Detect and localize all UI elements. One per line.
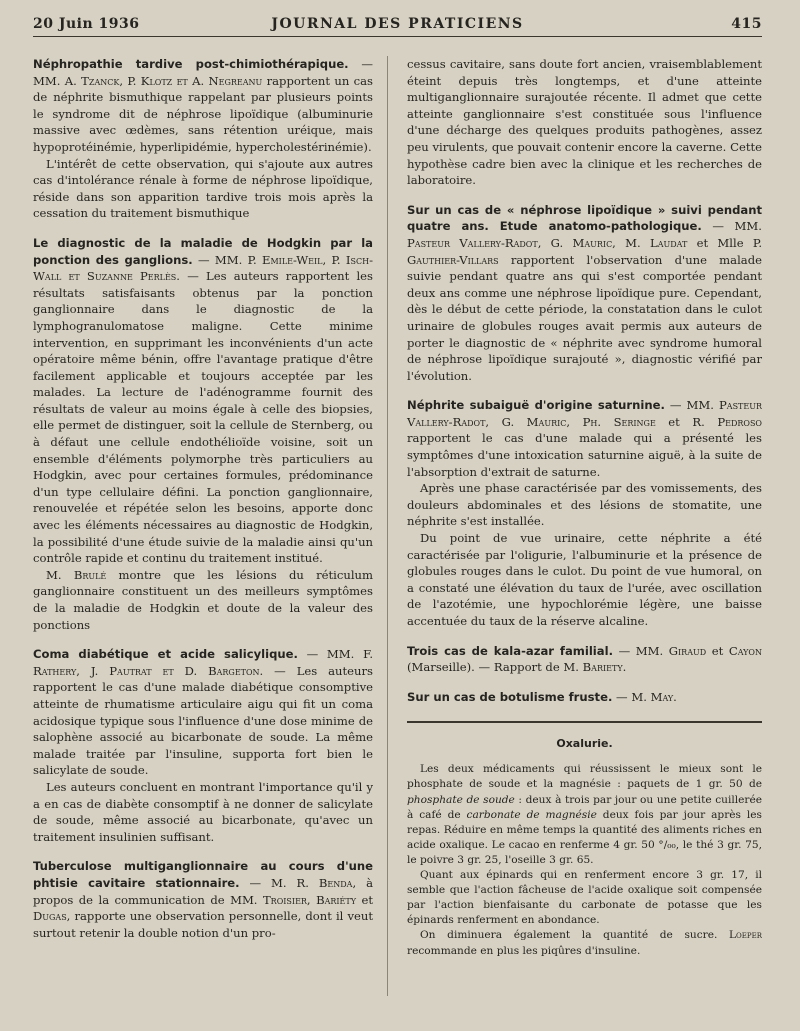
article-title: Néphrite subaiguë d'origine saturnine.	[407, 398, 665, 413]
article-authors: Pasteur Vallery-Radot, G. Mauric, M. Laudat	[407, 235, 688, 250]
author-name: Brulé	[73, 567, 107, 582]
article-nephrose-lipoidique: Sur un cas de « néphrose lipoïdique » suivi pendant quatre ans. Etude anatomo-pathologique. — MM. Pasteur Vallery-Radot, G. Mauric, M. Laudat et Mlle P. Gauthier-Villars rapportent l'observation d'une malade suivie pendant quatre ans qui s'est comportée pendant deux ans comme une néphrose lipoïdique pure. Cependant, dès le début de cette période, la constatation dans le culot urinaire de globules rouges avait permis aux auteurs de porter le diagnostic de « néphrite avec syndrome humoral de néphrose lipoïdique surajouté », diagnostic vérifié par l'évolution.	[407, 202, 762, 383]
journal-title: JOURNAL DES PRATICIENS	[271, 16, 524, 32]
article-authors: R. Benda,	[296, 875, 357, 890]
page-number: 415	[731, 16, 762, 32]
article-authors: A. Tzanck, P. Klotz et A. Negreanu	[64, 73, 263, 88]
right-column	[388, 56, 762, 996]
article-authors: F. Rathery, J. Pautrat et D. Bargeton.	[33, 647, 374, 678]
article-title: Coma diabétique et acide salicylique.	[33, 647, 298, 662]
author-name: Loeper	[729, 929, 762, 942]
paragraph: Les auteurs concluent en montrant l'importance qu'il y a en cas de diabète consomptif à ne donner de salicylate de soude, même associé au bicarbonate, qu'avec un traitement insulinien suffisant.	[33, 779, 373, 844]
left-column	[33, 56, 388, 996]
article-title: Trois cas de kala-azar familial.	[407, 643, 613, 658]
paragraph: Après une phase caractérisée par des vomissements, des douleurs abdominales et des lésions de stomatite, une néphrite s'est installée.	[407, 481, 762, 529]
paragraph: M. Brulé montre que les lésions du réticulum ganglionnaire constituent un des meilleurs symptômes de la maladie de Hodgkin et doute de la valeur des ponctions	[33, 567, 374, 632]
article-coma-diabetique: Coma diabétique et acide salicylique. — MM. F. Rathery, J. Pautrat et D. Bargeton. — Les auteurs rapportent le cas d'une malade diabétique consomptive atteinte de rhumatisme articulaire aigu qui fit un coma acidosique typique sous l'influence d'une dose minime de salophène associé au bicarbonate de soude. La même malade traitée par l'insuline, supporta fort bien le salicylate de soude.	[33, 647, 374, 778]
article-title: Sur un cas de « néphrose lipoïdique » suivi pendant quatre ans. Etude anatomo-pathologique.	[407, 202, 762, 234]
section-divider	[407, 721, 762, 723]
article-authors: Pasteur Vallery-Radot, G. Mauric, Ph. Seringe	[407, 398, 762, 429]
article-authors: Giraud	[668, 643, 707, 658]
article-title: Le diagnostic de la maladie de Hodgkin par la ponction des ganglions.	[33, 235, 373, 267]
paragraph: On diminuera également la quantité de sucre. Loeper recommande en plus les piqûres d'insuline.	[407, 929, 762, 957]
article-nephrite-saturnine: Néphrite subaiguë d'origine saturnine. — MM. Pasteur Vallery-Radot, G. Mauric, Ph. Seringe et R. Pedroso rapportent le cas d'une malade qui a présenté les symptômes d'une intoxication saturnine aiguë, à la suite de l'absorption d'extrait de saturne.	[407, 398, 762, 479]
article-nephropathie: Néphropathie tardive post-chimiothérapique. — MM. A. Tzanck, P. Klotz et A. Negreanu rapportent un cas de néphrite bismuthique rappelant par plusieurs points le syndrome dit de néphrose lipoïdique (albuminurie massive avec œdèmes, sans rétention uréique, mais hypoprotéinémie, hyperlipidémie, hypercholestérinémie).	[33, 57, 373, 154]
paragraph-continued: cessus cavitaire, sans doute fort ancien, vraisemblablement éteint depuis très longtemps, et d'une atteinte multiganglionnaire surajoutée récente. Il admet que cette atteinte ganglionnaire s'est constituée sous l'influence d'une décharge des quelques produits pathogènes, assez peu virulents, que pouvait contenir encore la caverne. Cette hypothèse cadre bien avec la clinique et les recherches de laboratoire.	[407, 57, 762, 188]
article-botulisme: Sur un cas de botulisme fruste. — M. May.	[407, 689, 677, 704]
article-hodgkin: Le diagnostic de la maladie de Hodgkin par la ponction des ganglions. — MM. P. Emile-Weil, P. Isch-Wall et Suzanne Perlès. — Les auteurs rapportent les résultats satisfaisants obtenus par la ponction ganglionnaire dans le diagnostic de la lymphogranulomatose maligne. Cette minime intervention, en supprimant les inconvénients d'un acte opératoire même bénin, offre l'avantage pratique d'être facilement applicable et toujours acceptée par les malades. La lecture de l'adénogramme fournit des résultats de valeur au moins égale à celle des biopsies, elle permet de distinguer, soit la cellule de Sternberg, ou à défaut une cellule endothélioïde voisine, soit un ensemble d'éléments polymorphe très particuliers au Hodgkin, avec pour certaines formules, prédominance d'un type cellulaire défini. La ponction ganglionnaire, renouvelée et répétée selon les besoins, apporte donc avec les éléments nécessaires au diagnostic de Hodgkin, la possibilité d'une étude suivie de la maladie ainsi qu'un contrôle rapide et continu du traitement institué.	[33, 235, 373, 566]
article-title: Sur un cas de botulisme fruste.	[407, 689, 613, 704]
article-title: Néphropathie tardive post-chimiothérapique.	[33, 57, 349, 71]
paragraph: L'intérêt de cette observation, qui s'ajoute aux autres cas d'intolérance rénale à forme de néphrose lipoïdique, réside dans son apparition tardive trois mois après la cessation du traitement bismuthique	[33, 156, 373, 221]
article-authors: May.	[650, 689, 677, 704]
paragraph: Les deux médicaments qui réussissent le mieux sont le phosphate de soude et la magnésie : paquets de 1 gr. 50 de phosphate de soude : deux à trois par jour ou une petite cuillerée à café de carbonate de magnésie deux fois par jour après les repas. Réduire en même temps la quantité des aliments riches en acide oxalique. Le cacao en renferme 4 gr. 50 °/₀₀, le thé 3 gr. 75, le poivre 3 gr. 25, l'oseille 3 gr. 65.	[407, 763, 762, 866]
box-title: Oxalurie.	[556, 737, 613, 751]
article-title: Tuberculose multiganglionnaire au cours d'une phtisie cavitaire stationnaire.	[33, 859, 373, 890]
article-tuberculose: Tuberculose multiganglionnaire au cours d'une phtisie cavitaire stationnaire. — M. R. Benda, à propos de la communication de MM. Troisier, Bariéty et Dugas, rapporte une observation personnelle, dont il veut surtout retenir la double notion d'un pro-	[33, 859, 373, 940]
paragraph: Quant aux épinards qui en renferment encore 3 gr. 17, il semble que l'action fâcheuse de l'acide oxalique soit compensée par l'action bienfaisante du carbonate de potasse que les épinards renferment en abondance.	[407, 869, 762, 927]
issue-date: 20 Juin 1936	[33, 16, 140, 32]
paragraph: Du point de vue urinaire, cette néphrite a été caractérisée par l'oligurie, l'albuminurie et la présence de globules rouges dans le culot. Du point de vue humoral, on a constaté une élévation du taux de l'urée, avec oscillation de l'azotémie, une hypochlorémie légère, une baisse accentuée du taux de la réserve alcaline.	[407, 531, 762, 628]
article-authors: P. Emile-Weil, P. Isch-Wall et Suzanne Perlès.	[33, 252, 373, 284]
article-kala-azar: Trois cas de kala-azar familial. — MM. Giraud et Cayon (Marseille). — Rapport de M. Bariety.	[407, 643, 762, 675]
two-column-body	[33, 56, 762, 996]
oxalurie-box	[407, 737, 762, 958]
running-header	[33, 14, 762, 37]
